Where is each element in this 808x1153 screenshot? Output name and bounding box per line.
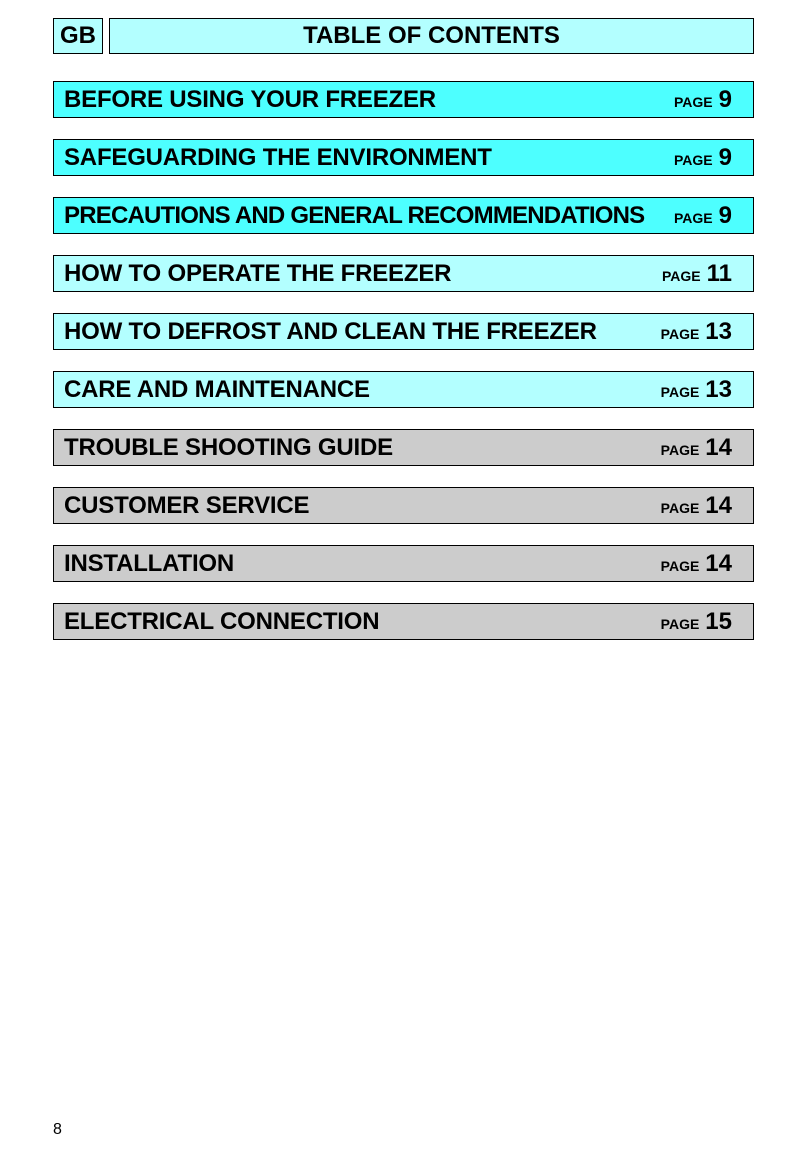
page-word: PAGE (661, 267, 701, 284)
toc-entry-title: BEFORE USING YOUR FREEZER (64, 85, 436, 113)
toc-entry-before-using[interactable] (53, 81, 754, 118)
page-number: 11 (706, 259, 732, 287)
page-word: PAGE (674, 93, 713, 110)
toc-entry-page (674, 202, 732, 230)
toc-entry-title: CARE AND MAINTENANCE (64, 375, 370, 403)
page-word: PAGE (660, 499, 700, 516)
toc-entry-page (661, 376, 732, 404)
page-number: 13 (705, 375, 732, 403)
page-number: 9 (718, 201, 732, 229)
page-number: 9 (718, 85, 732, 113)
toc-entry-defrost[interactable] (53, 313, 754, 350)
page-number: 15 (705, 607, 732, 635)
page-word: PAGE (674, 209, 713, 226)
page-number: 13 (705, 317, 732, 345)
page-word: PAGE (660, 615, 700, 632)
toc-entry-title: INSTALLATION (64, 549, 235, 577)
page-word: PAGE (660, 325, 700, 342)
toc-entry-title: TROUBLE SHOOTING GUIDE (64, 433, 393, 461)
toc-entry-page (661, 608, 732, 636)
toc-header (53, 18, 754, 54)
page-word: PAGE (660, 557, 700, 574)
toc-entry-title: SAFEGUARDING THE ENVIRONMENT (64, 143, 492, 171)
toc-entry-page (661, 492, 732, 520)
page-title: TABLE OF CONTENTS (109, 18, 754, 54)
toc-entry-page (662, 260, 732, 288)
toc-entry-page (674, 86, 732, 114)
toc-entry-title: CUSTOMER SERVICE (64, 491, 310, 519)
toc-entry-trouble-shooting[interactable] (53, 429, 754, 466)
footer-page-number: 8 (53, 1121, 62, 1138)
page-number: 14 (705, 433, 732, 461)
toc-entry-safeguarding[interactable] (53, 139, 754, 176)
toc-entry-electrical-connection[interactable] (53, 603, 754, 640)
toc-entry-installation[interactable] (53, 545, 754, 582)
toc-entry-care[interactable] (53, 371, 754, 408)
toc-list (53, 81, 754, 661)
page-number: 14 (705, 549, 732, 577)
page-word: PAGE (674, 151, 713, 168)
language-label: GB (53, 18, 103, 54)
toc-entry-customer-service[interactable] (53, 487, 754, 524)
page-number: 14 (705, 491, 732, 519)
toc-entry-title: HOW TO DEFROST AND CLEAN THE FREEZER (64, 317, 597, 345)
toc-entry-title: PRECAUTIONS AND GENERAL RECOMMENDATIONS (64, 201, 645, 229)
page-number: 9 (718, 143, 732, 171)
page-word: PAGE (660, 383, 700, 400)
toc-entry-page (661, 550, 732, 578)
toc-entry-precautions[interactable] (53, 197, 754, 234)
toc-entry-title: HOW TO OPERATE THE FREEZER (64, 259, 452, 287)
toc-entry-page (661, 318, 732, 346)
toc-entry-title: ELECTRICAL CONNECTION (64, 607, 380, 635)
toc-entry-operate[interactable] (53, 255, 754, 292)
toc-entry-page (661, 434, 732, 462)
page-word: PAGE (660, 441, 700, 458)
toc-entry-page (674, 144, 732, 172)
